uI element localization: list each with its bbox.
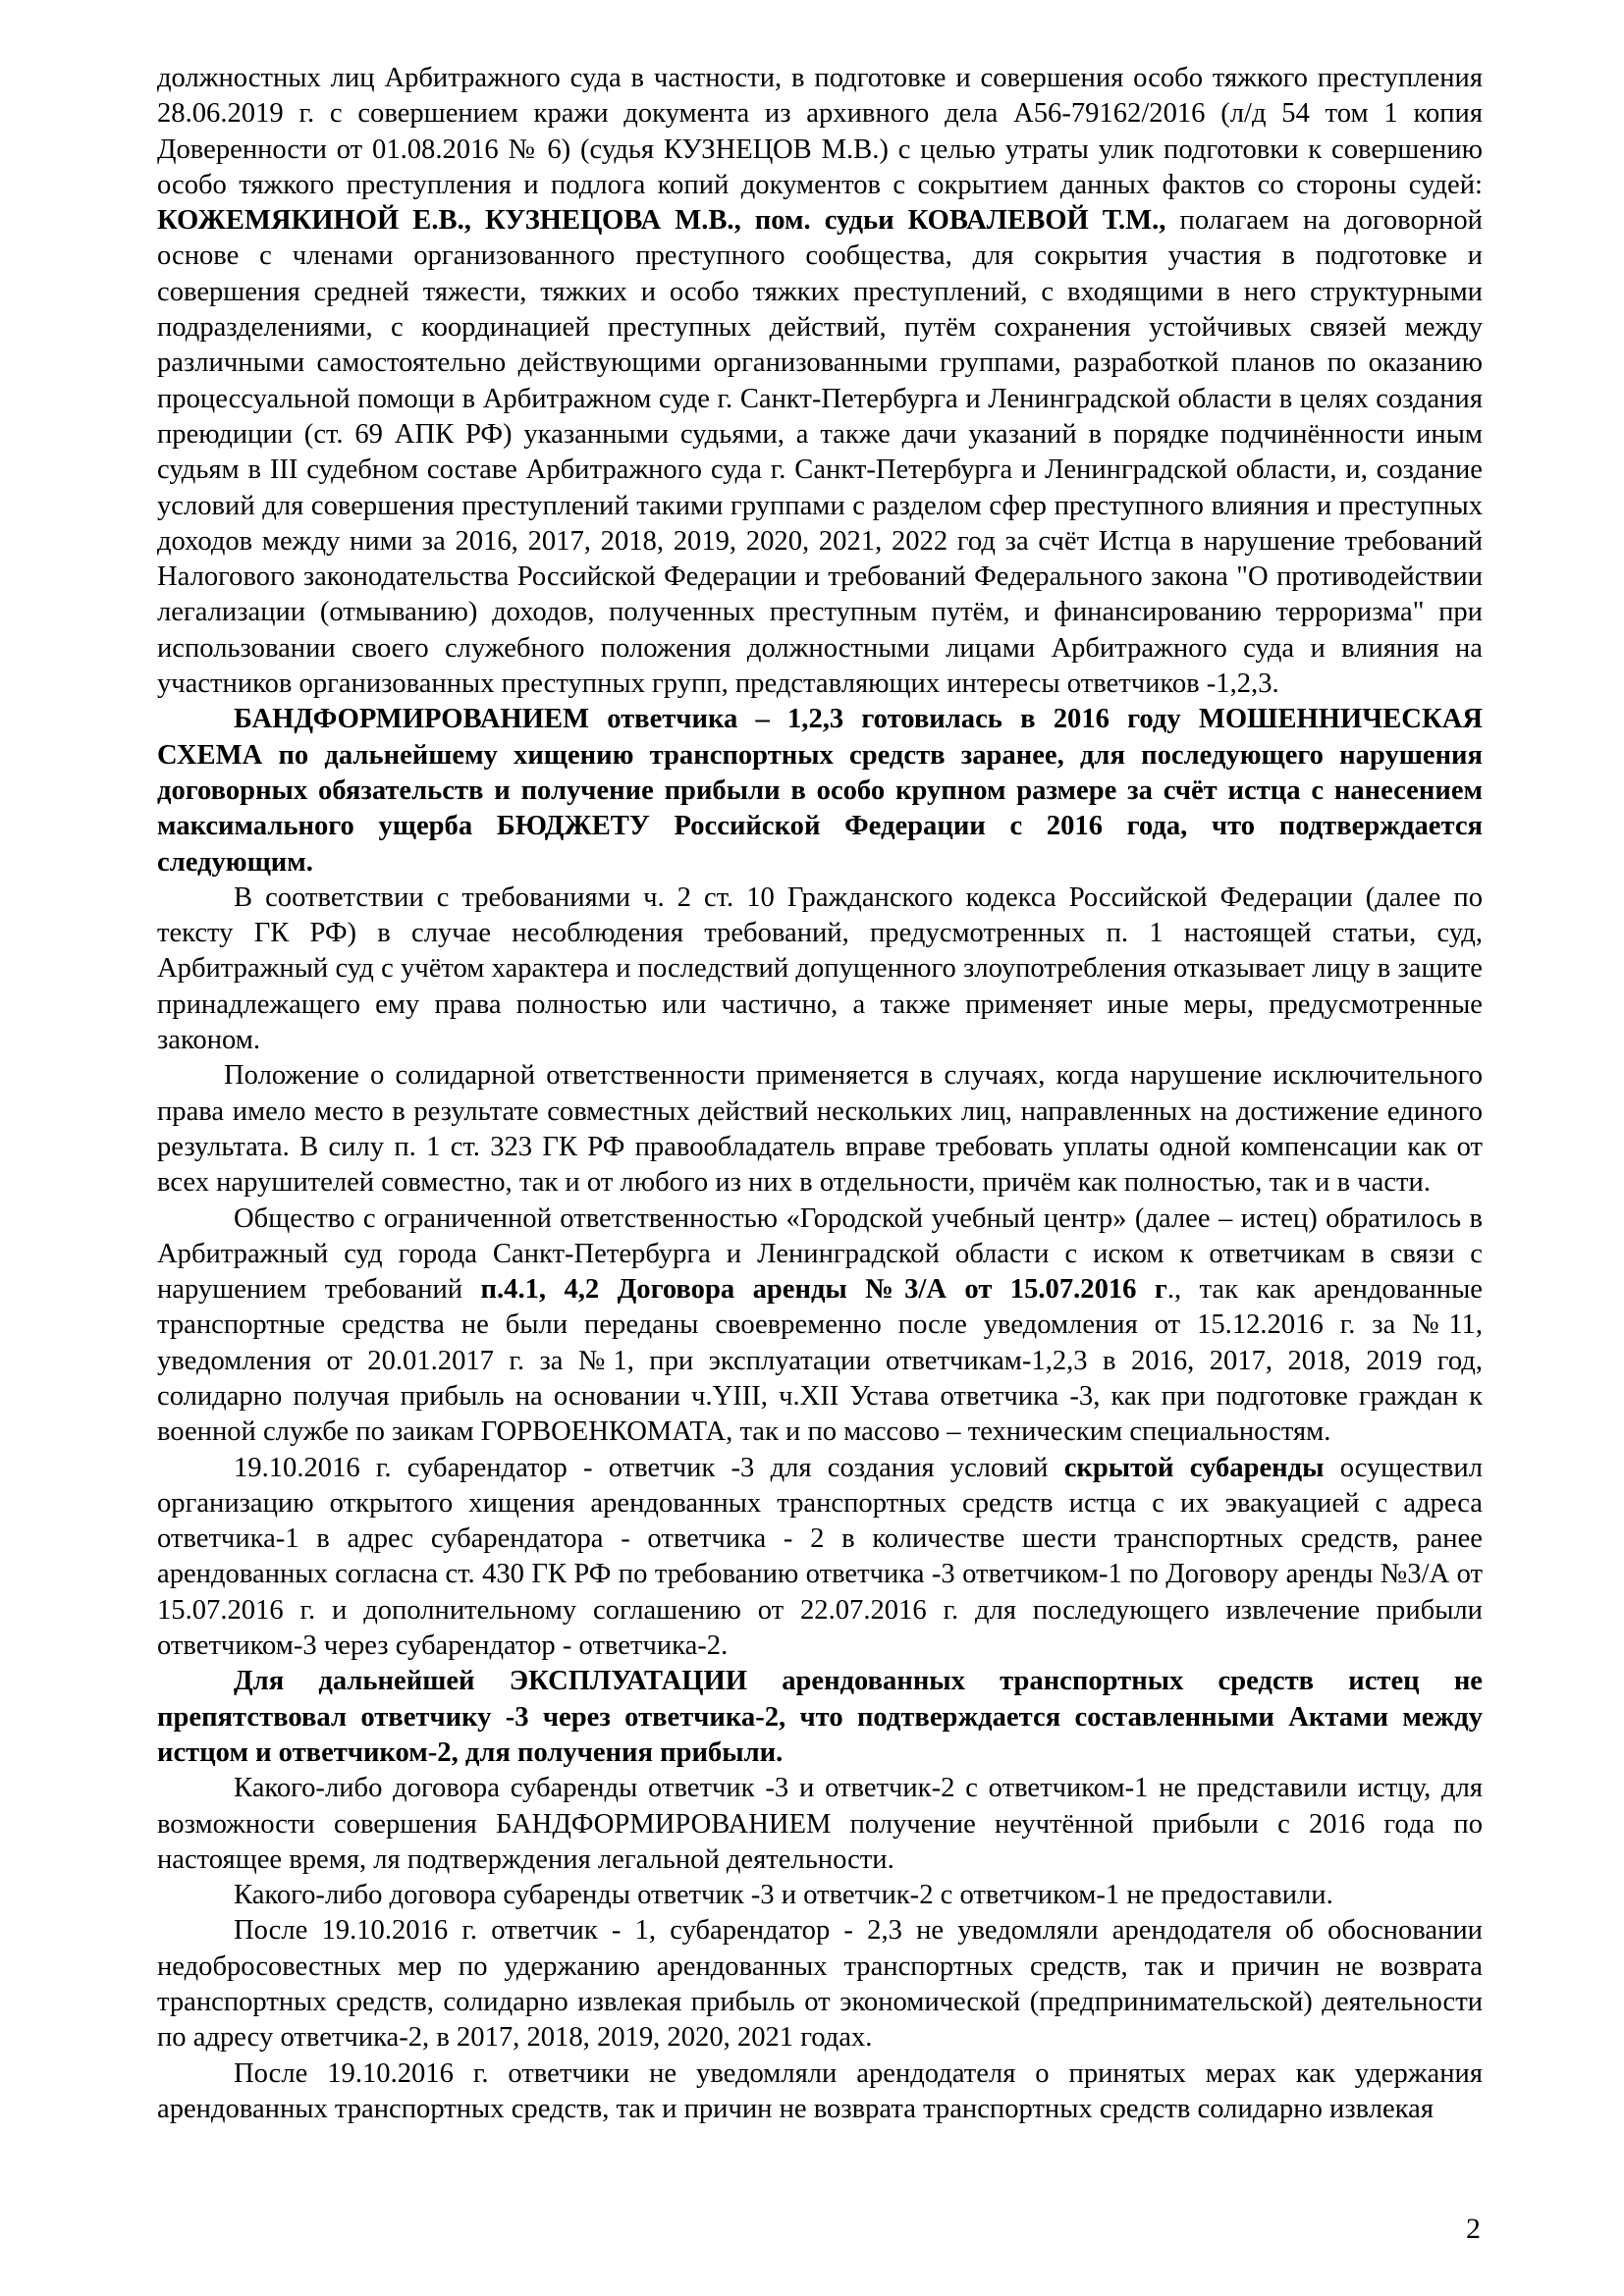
text-segment: После 19.10.2016 г. ответчики не уведомляли арендодателя о принятых мерах как удержания арендованных транспортных средств, так и причин не возврата транспортных средств солидарно извлекая — [157, 2057, 1483, 2124]
bold-text-segment: КОЖЕМЯКИНОЙ Е.В., КУЗНЕЦОВА М.В., пом. судьи КОВАЛЕВОЙ Т.М., — [157, 205, 1166, 237]
text-segment: Какого-либо договора субаренды ответчик -3 и ответчик-2 с ответчиком-1 не представили истцу, для возможности совершения БАНДФОРМИРОВАНИЕМ получение неучтённой прибыли с 2016 года по настоящее время, ля подтверждения легальной деятельности. — [157, 1773, 1483, 1875]
text-segment: Положение о солидарной ответственности применяется в случаях, когда нарушение исключительного права имело место в результате совместных действий нескольких лиц, направленных на достижение единого результата. В силу п. 1 ст. 323 ГК РФ правообладатель вправе требовать уплаты одной компенсации как от всех нарушителей совместно, так и от любого из них в отдельности, причём как полностью, так и в части. — [157, 1060, 1483, 1199]
paragraph — [157, 881, 1483, 1058]
text-segment: полагаем на договорной основе с членами организованного преступного сообщества, для сокрытия участия в подготовке и совершения средней тяжести, тяжких и особо тяжких преступлений, с входящими в него структурными подразделениями, с координацией преступных действий, путём сохранения устойчивых связей между различными самостоятельно действующими организованными группами, разработкой планов по оказанию процессуальной помощи в Арбитражном суде г. Санкт-Петербурга и Ленинградской области в целях создания преюдиции (ст. 69 АПК РФ) указанными судьями, а также дачи указаний в порядке подчинённости иным судьям в III судебном составе Арбитражного суда г. Санкт-Петербурга и Ленинградской области, и, создание условий для совершения преступлений такими группами с разделом сфер преступного влияния и преступных доходов между ними за 2016, 2017, 2018, 2019, 2020, 2021, 2022 год за счёт Истца в нарушение требований Налогового законодательства Российской Федерации и требований Федерального закона "О противодействии легализации (отмыванию) доходов, полученных преступным путём, и финансированию терроризма" при использовании своего служебного положения должностными лицами Арбитражного суда и влияния на участников организованных преступных групп, представляющих интересы ответчиков -1,2,3. — [157, 205, 1483, 700]
paragraph — [157, 1771, 1483, 1878]
paragraph — [157, 1058, 1483, 1201]
paragraph — [157, 2056, 1483, 2128]
text-segment: Общество с ограниченной ответственностью «Городской учебный центр» (далее – истец) обратилось в Арбитражный суд города Санкт-Петербурга и Ленинградской области с иском к ответчикам в связи с нарушением требований — [157, 1202, 1483, 1306]
text-segment: 19.10.2016 г. субарендатор - ответчик -3 для создания условий — [234, 1452, 1064, 1483]
text-segment: В соответствии с требованиями ч. 2 ст. 10 Гражданского кодекса Российской Федерации (далее по тексту ГК РФ) в случае несоблюдения требований, предусмотренных п. 1 настоящей статьи, суд, Арбитражный суд с учётом характера и последствий допущенного злоупотребления отказывает лицу в защите принадлежащего ему права полностью или частично, а также применяет иные меры, предусмотренные законом. — [157, 881, 1483, 1056]
paragraph — [157, 1451, 1483, 1665]
bold-text-segment: п.4.1, 4,2 Договора аренды №3/А от 15.07.2016 г — [480, 1274, 1167, 1306]
paragraph — [157, 1201, 1483, 1451]
paragraph — [157, 1913, 1483, 2056]
text-segment: Какого-либо договора субаренды ответчик -3 и ответчик-2 с ответчиком-1 не предоставили. — [234, 1880, 1333, 1911]
bold-text-segment: скрытой субаренды — [1063, 1452, 1325, 1483]
paragraph — [157, 702, 1483, 880]
text-segment: осуществил организацию открытого хищения арендованных транспортных средств истца с их эвакуацией с адреса ответчика-1 в адрес субарендатора - ответчика - 2 в количестве шести транспортных средств, ранее арендованных согласна ст. 430 ГК РФ по требованию ответчика -3 ответчиком-1 по Договору аренды №3/А от 15.07.2016 г. и дополнительному соглашению от 22.07.2016 г. для последующего извлечение прибыли ответчиком-3 через субарендатор - ответчика-2. — [157, 1452, 1483, 1662]
bold-text-segment: Для дальнейшей ЭКСПЛУАТАЦИИ арендованных транспортных средств истец не препятствовал ответчику -3 через ответчика-2, что подтверждается составленными Актами между истцом и ответчиком-2, для получения прибыли. — [157, 1666, 1483, 1768]
paragraph — [157, 61, 1483, 702]
bold-text-segment: БАНДФОРМИРОВАНИЕМ ответчика – 1,2,3 готовилась в 2016 году МОШЕННИЧЕСКАЯ СХЕМА по дальнейшему хищению транспортных средств заранее, для последующего нарушения договорных обязательств и получение прибыли в особо крупном размере за счёт истца с нанесением максимального ущерба БЮДЖЕТУ Российской Федерации с 2016 года, что подтверждается следующим. — [157, 704, 1483, 878]
text-segment: ., так как арендованные транспортные средства не были переданы своевременно после уведомления от 15.12.2016 г. за №11, уведомления от 20.01.2017 г. за №1, при эксплуатации ответчикам-1,2,3 в 2016, 2017, 2018, 2019 год, солидарно получая прибыль на основании ч.YIII, ч.XII Устава ответчика -3, как при подготовке граждан к военной службе по заикам ГОРВОЕНКОМАТА, так и по массово – техническим специальностям. — [157, 1274, 1483, 1448]
page-number: 2 — [1466, 2213, 1481, 2245]
text-segment: должностных лиц Арбитражного суда в частности, в подготовке и совершения особо тяжкого преступления 28.06.2019 г. с совершением кражи документа из архивного дела А56-79162/2016 (л/д 54 том 1 копия Доверенности от 01.08.2016 № 6) (судья КУЗНЕЦОВ М.В.) с целью утраты улик подготовки к совершению особо тяжкого преступления и подлога копий документов с сокрытием данных фактов со стороны судей: — [157, 63, 1483, 200]
paragraph — [157, 1664, 1483, 1771]
paragraph — [157, 1878, 1483, 1913]
text-segment: После 19.10.2016 г. ответчик - 1, субарендатор - 2,3 не уведомляли арендодателя об обосновании недобросовестных мер по удержанию арендованных транспортных средств, так и причин не возврата транспортных средств, солидарно извлекая прибыль от экономической (предпринимательской) деятельности по адресу ответчика-2, в 2017, 2018, 2019, 2020, 2021 годах. — [157, 1915, 1483, 2054]
document-body — [157, 61, 1483, 2127]
